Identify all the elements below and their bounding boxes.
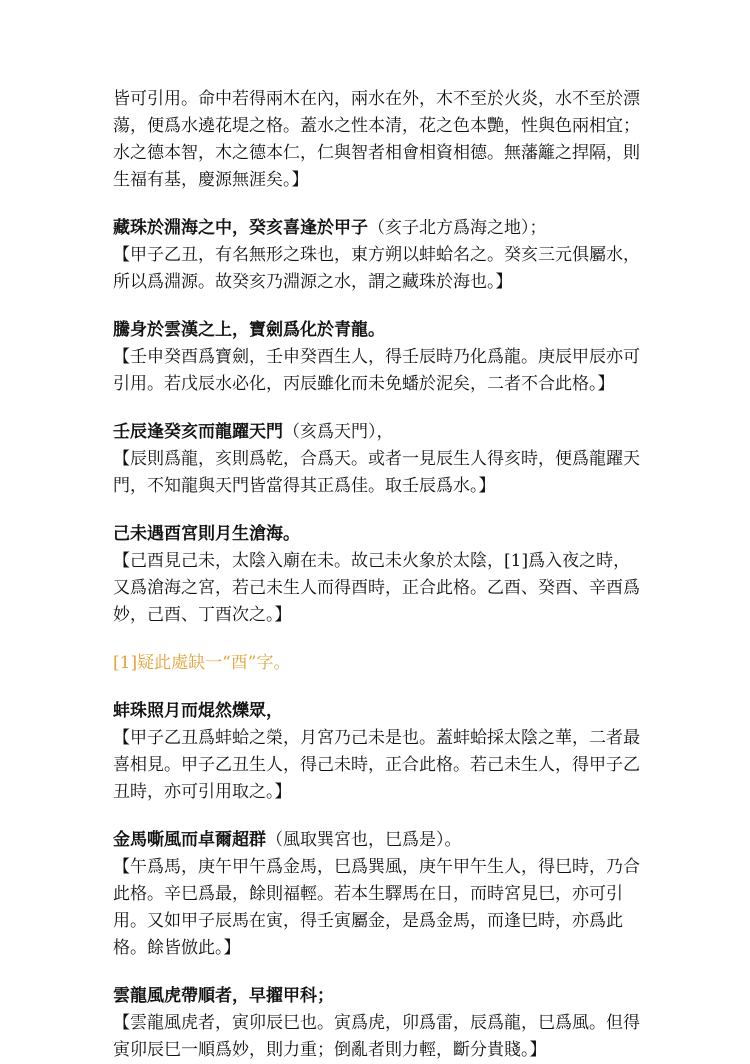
section-bangzhu bbox=[113, 698, 641, 806]
heading-note: （風取巽宮也，巳爲是）。 bbox=[266, 830, 462, 850]
section-body: 【午爲馬，庚午甲午爲金馬，巳爲巽風，庚午甲午生人，得巳時，乃合此格。辛巳爲最，餘則福輕。若本生驛馬在日，而時宮見巳，亦可引用。又如甲子辰馬在寅，得壬寅屬金，是爲金馬，而逢巳時，亦爲此格。餘皆倣此。】 bbox=[113, 857, 640, 958]
section-heading bbox=[113, 521, 641, 548]
section-heading bbox=[113, 983, 641, 1010]
section-body: 【己酉見己未，太陰入廟在未。故己未火象於太陰，[1]爲入夜之時，又爲滄海之宮，若己未生人而得酉時，正合此格。乙酉、癸酉、辛酉爲妙，己酉、丁酉次之。】 bbox=[113, 551, 640, 625]
section-cangzhu bbox=[113, 215, 641, 296]
heading-title: 蚌珠照月而焜然爍眾， bbox=[113, 701, 283, 721]
section-yunlong bbox=[113, 983, 641, 1064]
section-body: 【甲子乙丑爲蚌蛤之榮，月宮乃己未是也。蓋蚌蛤採太陰之華，二者最喜相見。甲子乙丑生人，得己未時，正合此格。若己未生人，得甲子乙丑時，亦可引用取之。】 bbox=[113, 728, 640, 802]
section-jinma bbox=[113, 827, 641, 962]
section-body: 【甲子乙丑，有名無形之珠也，東方朔以蚌蛤名之。癸亥三元俱屬水，所以爲淵源。故癸亥乃淵源之水，謂之藏珠於海也。】 bbox=[113, 245, 640, 292]
heading-title: 己未遇酉宮則月生滄海。 bbox=[113, 524, 300, 544]
section-body: 【辰則爲龍，亥則爲乾，合爲天。或者一見辰生人得亥時，便爲龍躍天門，不知龍與天門皆當得其正爲佳。取壬辰爲水。】 bbox=[113, 449, 640, 496]
section-renchen bbox=[113, 419, 641, 500]
heading-note: （亥子北方爲海之地）； bbox=[368, 218, 547, 238]
section-body: 【壬申癸酉爲寶劍，壬申癸酉生人，得壬辰時乃化爲龍。庚辰甲辰亦可引用。若戊辰水必化，丙辰雖化而未免蟠於泥矣，二者不合此格。】 bbox=[113, 347, 640, 394]
document-page bbox=[113, 86, 641, 1064]
section-body: 【雲龍風虎者，寅卯辰巳也。寅爲虎，卯爲雷，辰爲龍，巳爲風。但得寅卯辰巳一順爲妙，則力重；倒亂者則力輕，斷分貴賤。】 bbox=[113, 1013, 640, 1060]
section-tengshen bbox=[113, 317, 641, 398]
footnote-text: [1]疑此處缺一“酉”字。 bbox=[113, 653, 291, 673]
section-heading bbox=[113, 827, 641, 854]
intro-paragraph: 皆可引用。命中若得兩木在內，兩水在外，木不至於火炎，水不至於漂蕩，便爲水遶花堤之格。蓋水之性本清，花之色本艷，性與色兩相宜；水之德本智，木之德本仁，仁與智者相會相資相德。無藩籬之捍隔，則生福有基，慶源無涯矣。】 bbox=[113, 89, 640, 190]
heading-title: 藏珠於淵海之中，癸亥喜逢於甲子 bbox=[113, 218, 368, 238]
section-heading bbox=[113, 215, 641, 242]
section-heading bbox=[113, 419, 641, 446]
heading-note: （亥爲天門）， bbox=[283, 422, 394, 442]
section-heading bbox=[113, 317, 641, 344]
heading-title: 雲龍風虎帶順者，早擢甲科； bbox=[113, 986, 334, 1006]
section-heading bbox=[113, 698, 641, 725]
heading-title: 壬辰逢癸亥而龍躍天門 bbox=[113, 422, 283, 442]
footnote-block bbox=[113, 650, 641, 677]
heading-title: 金馬嘶風而卓爾超群 bbox=[113, 830, 266, 850]
heading-title: 騰身於雲漢之上，寶劍爲化於青龍。 bbox=[113, 320, 385, 340]
section-jiwei bbox=[113, 521, 641, 629]
